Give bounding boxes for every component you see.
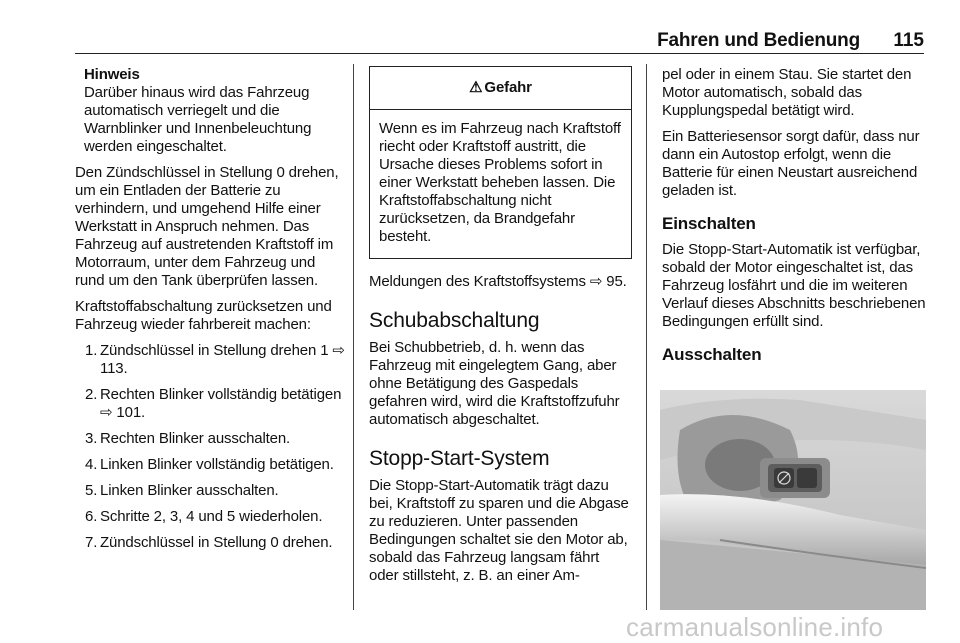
column-1 <box>75 66 345 560</box>
step-number: 7. <box>85 534 98 551</box>
reset-intro: Kraftstoffabschaltung zurücksetzen und Fahrzeug wieder fahrbereit machen: <box>75 298 332 333</box>
watermark: carmanualsonline.info <box>626 612 884 642</box>
heading-ausschalten: Ausschalten <box>662 345 762 364</box>
note-title: Hinweis <box>84 66 140 83</box>
step-text: Linken Blinker vollständig betätigen. <box>100 456 334 473</box>
step-text: Zündschlüssel in Stellung 0 drehen. <box>100 534 333 551</box>
stopp-continued: pel oder in einem Stau. Sie startet den Motor automatisch, sobald das Kupplungspedal betätigt wird. <box>662 66 912 119</box>
page-header-title: Fahren und Bedienung <box>657 30 860 51</box>
step-text: Linken Blinker ausschalten. <box>100 482 279 499</box>
step-number: 3. <box>85 430 98 447</box>
column-divider-2 <box>646 64 647 610</box>
stopp-text: Die Stopp-Start-Automatik trägt dazu bei, Kraftstoff zu sparen und die Abgase zu reduzieren. Unter passenden Bedingungen schaltet sie den Motor ab, sobald das Fahrzeug langsam fährt oder stillsteht, z. B. an einer Am- <box>369 477 629 584</box>
danger-box <box>369 66 632 259</box>
step-item <box>75 456 345 474</box>
column-divider-1 <box>353 64 354 610</box>
header-rule <box>75 53 924 54</box>
danger-text: Wenn es im Fahrzeug nach Kraftstoff riecht oder Kraftstoff austritt, die Ursache dieses Problems sofort in einer Werkstatt beheben lassen. Die Kraftstoffabschaltung nicht zurücksetzen, da Brandgefahr besteht. <box>379 120 621 245</box>
heading-einschalten: Einschalten <box>662 214 756 233</box>
note-text: Darüber hinaus wird das Fahrzeug automatisch verriegelt und die Warnblinker und Innenbeleuchtung werden eingeschaltet. <box>84 84 312 155</box>
step-item <box>75 482 345 500</box>
step-text: Schritte 2, 3, 4 und 5 wiederholen. <box>100 508 323 525</box>
schub-text: Bei Schubbetrieb, d. h. wenn das Fahrzeug mit eingelegtem Gang, aber ohne Betätigung des Gaspedals gefahren wird, wird die Kraftstoffzufuhr automatisch abgeschaltet. <box>369 339 620 428</box>
ignition-paragraph: Den Zündschlüssel in Stellung 0 drehen, um ein Entladen der Batterie zu verhindern, und umgehend Hilfe einer Werkstatt in Anspruch nehmen. Das Fahrzeug auf austretenden Kraftstoff im Motorraum, unter dem Fahrzeug und rund um den Tank überprüfen lassen. <box>75 164 339 289</box>
battery-sensor-text: Ein Batteriesensor sorgt dafür, dass nur dann ein Autostop erfolgt, wenn die Batterie für einen Neustart ausreichend geladen ist. <box>662 128 920 199</box>
step-item <box>75 342 345 378</box>
step-text: Rechten Blinker ausschalten. <box>100 430 291 447</box>
heading-stopp-start: Stopp-Start-System <box>369 447 550 470</box>
heading-schubabschaltung: Schubabschaltung <box>369 309 540 332</box>
step-item <box>75 430 345 448</box>
column-3 <box>662 66 928 372</box>
warning-icon: ⚠ <box>469 79 483 96</box>
step-item <box>75 386 345 422</box>
step-text: Zündschlüssel in Stellung drehen 1 ⇨ 113. <box>100 342 345 377</box>
console-photo <box>660 390 926 610</box>
danger-header <box>370 67 631 110</box>
step-number: 6. <box>85 508 98 525</box>
step-text: Rechten Blinker vollständig betätigen ⇨ 101. <box>100 386 342 421</box>
reset-steps-list <box>75 342 345 552</box>
messages-reference: Meldungen des Kraftstoffsystems ⇨ 95. <box>369 273 627 290</box>
step-number: 1. <box>85 342 98 359</box>
einschalten-text: Die Stopp-Start-Automatik ist verfügbar, sobald der Motor eingeschaltet ist, das Fahrzeug losfährt und die im weiteren Verlauf dieses Abschnitts beschriebenen Bedingungen erfüllt sind. <box>662 241 926 330</box>
column-2 <box>369 66 632 593</box>
danger-title: Gefahr <box>484 79 532 96</box>
step-number: 4. <box>85 456 98 473</box>
note-block <box>75 66 345 156</box>
step-number: 2. <box>85 386 98 403</box>
step-item <box>75 534 345 552</box>
step-number: 5. <box>85 482 98 499</box>
page-number: 115 <box>893 30 924 51</box>
step-item <box>75 508 345 526</box>
